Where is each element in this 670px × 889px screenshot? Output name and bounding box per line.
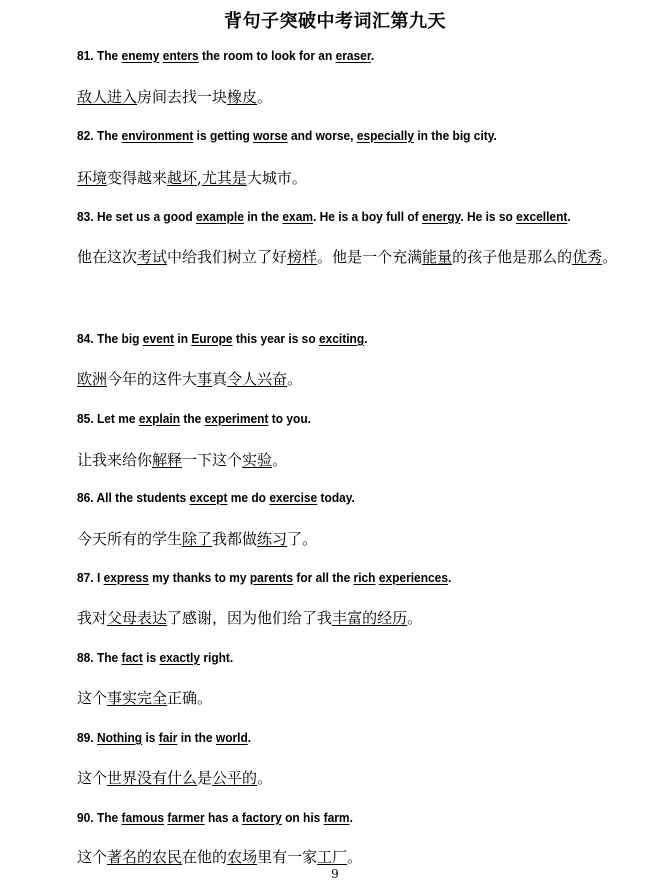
sentence-text: and worse, (287, 128, 357, 143)
translation-text: 。 (287, 370, 303, 388)
vocab-translation: 父母 (107, 609, 138, 627)
translation-text: 。 (347, 848, 363, 866)
vocab-translation: 丰富的经历 (332, 609, 408, 627)
sentence-text: right. (200, 650, 234, 665)
sentence-text: is (142, 650, 160, 665)
sentence-text: to you. (268, 411, 311, 426)
vocab-translation: 练习 (257, 530, 288, 548)
vocab-translation: 解释 (152, 451, 183, 469)
vocab-translation: 公平的 (212, 769, 258, 787)
vocab-translation: 工厂 (317, 848, 348, 866)
translation-text: 正确。 (167, 689, 213, 707)
vocab-word: farmer (167, 810, 205, 825)
sentence-text: the (180, 411, 205, 426)
sentence-text: on his (281, 810, 324, 825)
sentence-text: this year is so (232, 331, 319, 346)
vocab-translation: 榜样 (287, 248, 318, 266)
vocab-word: experiences (378, 570, 448, 585)
chinese-translation (77, 846, 650, 867)
vocab-word: energy (421, 209, 461, 224)
translation-text: 了感谢，因为他们给了我 (167, 609, 333, 627)
vocab-word: fair (158, 730, 178, 745)
translation-text: 我都做 (212, 530, 258, 548)
sentence-text: in the big city. (414, 128, 497, 143)
vocab-word: world (215, 730, 248, 745)
vocab-word: especially (356, 128, 415, 143)
vocab-translation: 实验 (242, 451, 273, 469)
vocab-word: enters (162, 48, 199, 63)
english-sentence (77, 48, 604, 63)
page-title: 背句子突破中考词汇第九天 (224, 11, 446, 32)
vocab-word: Nothing (96, 730, 143, 745)
sentence-text: 87. I (77, 570, 104, 585)
vocab-word: enemy (121, 48, 160, 63)
vocab-translation: 环境 (77, 169, 108, 187)
translation-text: 让我来给你 (77, 451, 153, 469)
vocab-word: rich (353, 570, 376, 585)
vocab-translation: 越坏 (167, 169, 198, 187)
vocab-translation: 除了 (182, 530, 213, 548)
translation-text: 这个 (77, 689, 108, 707)
vocab-word: eraser (335, 48, 371, 63)
sentence-text: for all the (293, 570, 354, 585)
vocab-translation: 考试 (137, 248, 168, 266)
chinese-translation (77, 607, 650, 628)
translation-text: 的孩子他是那么的 (452, 248, 573, 266)
vocab-word: fact (121, 650, 143, 665)
english-sentence (77, 490, 604, 505)
vocab-translation: 敌人进入 (77, 88, 138, 106)
page-number: 9 (331, 867, 339, 881)
translation-text: 。 (602, 248, 618, 266)
translation-text: 。他是一个充满 (317, 248, 423, 266)
english-sentence (77, 730, 604, 745)
vocab-translation: 完全 (137, 689, 168, 707)
translation-text: 。 (272, 451, 288, 469)
vocab-word: famous (121, 810, 165, 825)
vocab-word: worse (253, 128, 288, 143)
vocab-word: farm (323, 810, 350, 825)
vocab-word: Europe (191, 331, 233, 346)
sentence-text: 89. (77, 730, 97, 745)
sentence-text: 84. The big (77, 331, 143, 346)
chinese-translation (77, 86, 650, 107)
vocab-word: express (103, 570, 149, 585)
vocab-translation: 事实 (107, 689, 138, 707)
translation-text: 变得越来 (107, 169, 168, 187)
sentence-text: 90. The (77, 810, 122, 825)
english-sentence (77, 209, 604, 224)
sentence-text: . (349, 810, 353, 825)
sentence-text: 82. The (77, 128, 122, 143)
vocab-translation: 著名的 (107, 848, 153, 866)
sentence-text: is (142, 730, 159, 745)
translation-text: 他在这次 (77, 248, 138, 266)
sentence-text: . (247, 730, 252, 745)
vocab-translation: 欧洲 (77, 370, 108, 388)
sentence-text: . (364, 331, 368, 346)
sentence-text: is getting (193, 128, 254, 143)
translation-text: 了。 (287, 530, 318, 548)
vocab-word: exercise (269, 490, 318, 505)
translation-text: 中给我们树立了好 (167, 248, 288, 266)
vocab-word: experiment (204, 411, 269, 426)
english-sentence (77, 810, 604, 825)
translation-text: 真 (212, 370, 228, 388)
vocab-word: factory (241, 810, 282, 825)
vocab-word: exciting (318, 331, 365, 346)
chinese-translation (77, 167, 650, 188)
chinese-translation (77, 236, 650, 278)
sentence-text: has a (204, 810, 242, 825)
vocab-word: explain (138, 411, 181, 426)
english-sentence (77, 331, 604, 346)
sentence-text: me do (227, 490, 270, 505)
translation-text: 在他的 (182, 848, 228, 866)
translation-text: 今年的这件大 (107, 370, 198, 388)
sentence-text: 85. Let me (77, 411, 139, 426)
vocab-translation: 事 (197, 370, 213, 388)
sentence-text: in the (177, 730, 216, 745)
vocab-word: exactly (159, 650, 201, 665)
vocab-word: except (189, 490, 228, 505)
vocab-word: event (142, 331, 175, 346)
english-sentence (77, 128, 604, 143)
translation-text: 是 (197, 769, 213, 787)
vocab-word: environment (121, 128, 194, 143)
vocab-translation: 表达 (137, 609, 168, 627)
sentence-text: . He is a boy full of (312, 209, 422, 224)
sentence-text: . (370, 48, 375, 63)
sentence-text: today. (317, 490, 355, 505)
sentence-text: my thanks to my (148, 570, 250, 585)
vocab-translation: 优秀 (572, 248, 603, 266)
translation-text: 里有一家 (257, 848, 318, 866)
vocab-translation: 农场 (227, 848, 258, 866)
translation-text: 这个 (77, 769, 108, 787)
translation-text: 这个 (77, 848, 108, 866)
vocab-word: excellent (516, 209, 568, 224)
vocab-translation: 令人兴奋 (227, 370, 288, 388)
chinese-translation (77, 528, 650, 549)
translation-text: , (197, 169, 202, 187)
vocab-word: example (195, 209, 244, 224)
translation-text: 我对 (77, 609, 108, 627)
sentence-text: . (567, 209, 571, 224)
vocab-word: exam (282, 209, 313, 224)
chinese-translation (77, 368, 650, 389)
translation-text: 大城市。 (246, 169, 307, 187)
chinese-translation (77, 767, 650, 788)
sentence-text: 81. The (77, 48, 122, 63)
translation-text: 。 (257, 769, 273, 787)
translation-text: 。 (407, 609, 423, 627)
vocab-translation: 世界没有什么 (107, 769, 198, 787)
english-sentence (77, 411, 604, 426)
sentence-text: in the (243, 209, 283, 224)
sentence-text: 83. He set us a good (77, 209, 196, 224)
vocab-word: parents (249, 570, 294, 585)
translation-text: 今天所有的学生 (77, 530, 183, 548)
vocab-translation: 尤其是 (201, 169, 247, 187)
english-sentence (77, 650, 604, 665)
sentence-text: . (447, 570, 452, 585)
sentence-text: in (174, 331, 192, 346)
sentence-text: 86. All the students (77, 490, 190, 505)
chinese-translation (77, 687, 650, 708)
vocab-translation: 农民 (152, 848, 183, 866)
vocab-translation: 能量 (422, 248, 453, 266)
english-sentence (77, 570, 604, 585)
translation-text: 一下这个 (182, 451, 243, 469)
translation-text: 房间去找一块 (137, 88, 228, 106)
sentence-text: the room to look for an (198, 48, 336, 63)
sentence-text: 88. The (77, 650, 122, 665)
translation-text: 。 (257, 88, 273, 106)
chinese-translation (77, 449, 650, 470)
sentence-text: . He is so (460, 209, 517, 224)
vocab-translation: 橡皮 (227, 88, 258, 106)
